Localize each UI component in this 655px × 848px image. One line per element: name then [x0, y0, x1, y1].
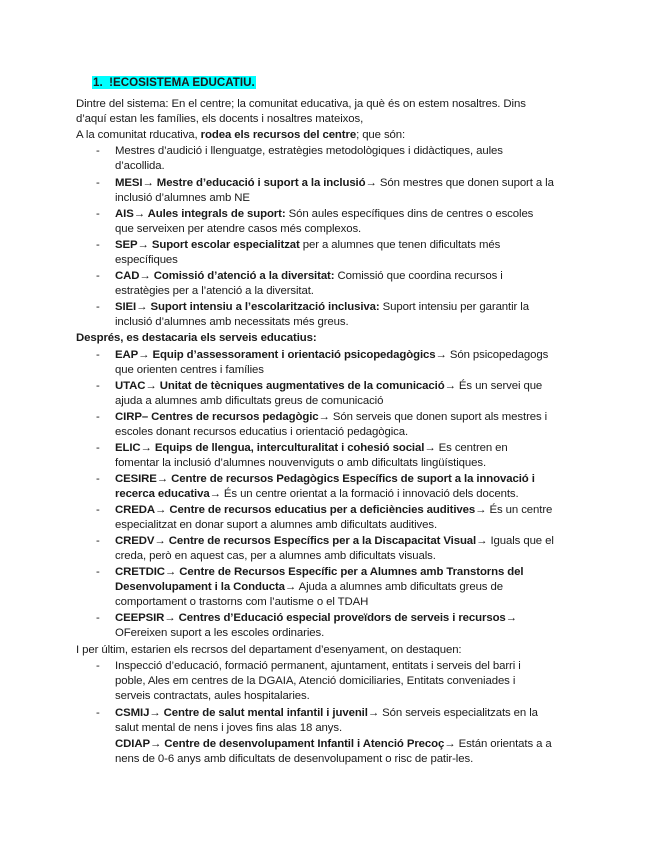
service-3-line-2: escoles donant recursos educatius i orientació pedagògica. — [115, 426, 409, 438]
service-6-line-2: especialitzat en donar suport a alumnes amb dificultats auditives. — [115, 519, 438, 531]
service-7-line-1 — [115, 534, 554, 548]
service-5-line-2 — [115, 487, 519, 501]
service-6-line-1 — [115, 503, 552, 517]
list-dash: - — [96, 301, 100, 313]
term-desc: → Ajuda a alumnes amb dificultats greus de — [284, 581, 503, 593]
services-heading: Després, es destacaria els serveis educatius: — [76, 332, 317, 344]
term-bold: UTAC→ Unitat de tècniques augmentatives de la comunicació — [115, 380, 445, 392]
list-dash: - — [96, 566, 100, 578]
centre-item-6-line-2: inclusió d’alumnes amb necessitats més greus. — [115, 316, 349, 328]
term-bold: SIEI→ Suport intensiu a l’escolarització inclusiva: — [115, 301, 380, 313]
term-bold: CDIAP→ Centre de desenvolupament Infantil i Atenció Precoç — [115, 738, 445, 750]
service-8-line-1: CRETDIC→ Centre de Recursos Específic per a Alumnes amb Transtorns del — [115, 566, 524, 578]
dept-intro: I per últim, estarien els recrsos del departament d’esenyament, on destaquen: — [76, 644, 462, 656]
centre-item-2-line-2: inclusió d’alumnes amb NE — [115, 192, 250, 204]
service-3-line-1 — [115, 410, 547, 424]
list-dash: - — [96, 270, 100, 282]
centre-item-1-line-1: Mestres d’audició i llenguatge, estratègies metodològiques i didàctiques, aules — [115, 145, 503, 157]
term-desc: → És un centre orientat a la formació i innovació dels docents. — [209, 488, 519, 500]
service-7-line-2: creda, però en aquest cas, per a alumnes amb dificultats visuals. — [115, 550, 436, 562]
list-dash: - — [96, 349, 100, 361]
term-desc: per a alumnes que tenen dificultats més — [299, 239, 501, 251]
term-desc: → Iguals que el — [476, 535, 554, 547]
intro-text-end: ; que són: — [356, 129, 406, 141]
list-dash: - — [96, 411, 100, 423]
term-bold: CAD→ Comissió d’atenció a la diversitat: — [115, 270, 335, 282]
dept-item-3-line-2: nens de 0-6 anys amb dificultats de desenvolupament o risc de patir-les. — [115, 753, 474, 765]
term-bold: SEP→ Suport escolar especialitzat — [115, 239, 300, 251]
intro-bold: rodea els recursos del centre — [200, 129, 357, 141]
term-bold: CIRP– Centres de recursos pedagògic — [115, 411, 319, 423]
list-dash: - — [96, 707, 100, 719]
list-dash: - — [96, 442, 100, 454]
dept-item-2-line-1 — [115, 706, 538, 720]
service-2-line-1 — [115, 379, 542, 393]
list-dash: - — [96, 380, 100, 392]
term-bold: EAP→ Equip d’assessorament i orientació psicopedagògics — [115, 349, 436, 361]
service-4-line-2: fomentar la inclusió d’alumnes nouvenviguts o amb dificultats lingüístiques. — [115, 457, 487, 469]
service-1-line-1 — [115, 348, 548, 362]
term-desc: → Es centren en — [424, 442, 508, 454]
centre-item-2-line-1 — [115, 176, 554, 190]
centre-item-5-line-2: estratègies per a l’atenció a la diversitat. — [115, 285, 314, 297]
centre-item-4-line-2: específiques — [115, 254, 178, 266]
list-dash: - — [96, 145, 100, 157]
term-desc: Suport intensiu per garantir la — [379, 301, 529, 313]
term-desc: → Són serveis especialitzats en la — [367, 707, 538, 719]
centre-item-6-line-1 — [115, 300, 529, 314]
service-1-line-2: que orienten centres i famílies — [115, 364, 264, 376]
list-dash: - — [96, 177, 100, 189]
list-dash: - — [96, 239, 100, 251]
service-8-line-3: comportament o trastorns com l’autisme o el TDAH — [115, 596, 369, 608]
service-5-line-1: CESIRE→ Centre de recursos Pedagògics Específics de suport a la innovació i — [115, 473, 535, 485]
centre-item-3-line-2: que serveixen per atendre casos més complexos. — [115, 223, 362, 235]
centre-item-3-line-1 — [115, 207, 533, 221]
term-bold: recerca educativa — [115, 488, 210, 500]
dept-item-3-line-1 — [115, 737, 552, 751]
centre-item-4-line-1 — [115, 238, 500, 252]
term-desc: Són aules específiques dins de centres o escoles — [285, 208, 534, 220]
intro-line-2: d’aquí estan les famílies, els docents i nosaltres mateixos, — [76, 113, 364, 125]
title-text: !ECOSISTEMA EDUCATIU. — [109, 76, 255, 89]
term-desc: Comissió que coordina recursos i — [334, 270, 503, 282]
dept-item-1-line-1: Inspecció d’educació, formació permanent, ajuntament, entitats i serveis del barri i — [115, 660, 521, 672]
term-desc: → Són serveis que donen suport als mestres i — [318, 411, 548, 423]
list-dash: - — [96, 504, 100, 516]
list-dash: - — [96, 612, 100, 624]
term-desc: → Són mestres que donen suport a la — [365, 177, 554, 189]
list-dash: - — [96, 208, 100, 220]
intro-line-1: Dintre del sistema: En el centre; la comunitat educativa, ja què és on estem nosaltres. Dins — [76, 98, 526, 110]
term-bold: CREDV→ Centre de recursos Específics per a la Discapacitat Visual — [115, 535, 477, 547]
term-bold: MESI→ Mestre d’educació i suport a la inclusió — [115, 177, 366, 189]
list-dash: - — [96, 473, 100, 485]
list-dash: - — [96, 535, 100, 547]
term-bold: CREDA→ Centre de recursos educatius per a deficiències auditives — [115, 504, 476, 516]
service-9-line-2: OFereixen suport a les escoles ordinaries. — [115, 627, 325, 639]
term-bold: Desenvolupament i la Conducta — [115, 581, 285, 593]
term-bold: CSMIJ→ Centre de salut mental infantil i juvenil — [115, 707, 368, 719]
term-desc: → Están orientats a a — [444, 738, 552, 750]
title-number: 1. — [93, 76, 103, 89]
term-desc: → És un servei que — [444, 380, 543, 392]
dept-item-1-line-3: serveis contractats, aules hospitalaries. — [115, 690, 310, 702]
term-bold: AIS→ Aules integrals de suport: — [115, 208, 286, 220]
centre-item-1-line-2: d’acollida. — [115, 160, 165, 172]
service-4-line-1 — [115, 441, 508, 455]
service-8-line-2 — [115, 580, 503, 594]
dept-item-2-line-2: salut mental de nens i joves fins alas 18 anys. — [115, 722, 343, 734]
list-dash: - — [96, 660, 100, 672]
dept-item-1-line-2: poble, Ales em centres de la DGAIA, Atenció domiciliaries, Entitats conveniades i — [115, 675, 516, 687]
term-desc: → — [505, 612, 517, 624]
intro-text: A la comunitat rducativa, — [76, 129, 201, 141]
intro-line-3 — [76, 128, 405, 142]
centre-item-5-line-1 — [115, 269, 503, 283]
section-title — [92, 76, 256, 90]
title-highlight — [92, 76, 256, 89]
term-desc: → És un centre — [475, 504, 553, 516]
service-9-line-1 — [115, 611, 517, 625]
service-2-line-2: ajuda a alumnes amb dificultats greus de comunicació — [115, 395, 384, 407]
term-bold: CEEPSIR→ Centres d’Educació especial proveïdors de serveis i recursos — [115, 612, 506, 624]
term-bold: ELIC→ Equips de llengua, interculturalitat i cohesió social — [115, 442, 425, 454]
term-desc: → Són psicopedagogs — [435, 349, 549, 361]
